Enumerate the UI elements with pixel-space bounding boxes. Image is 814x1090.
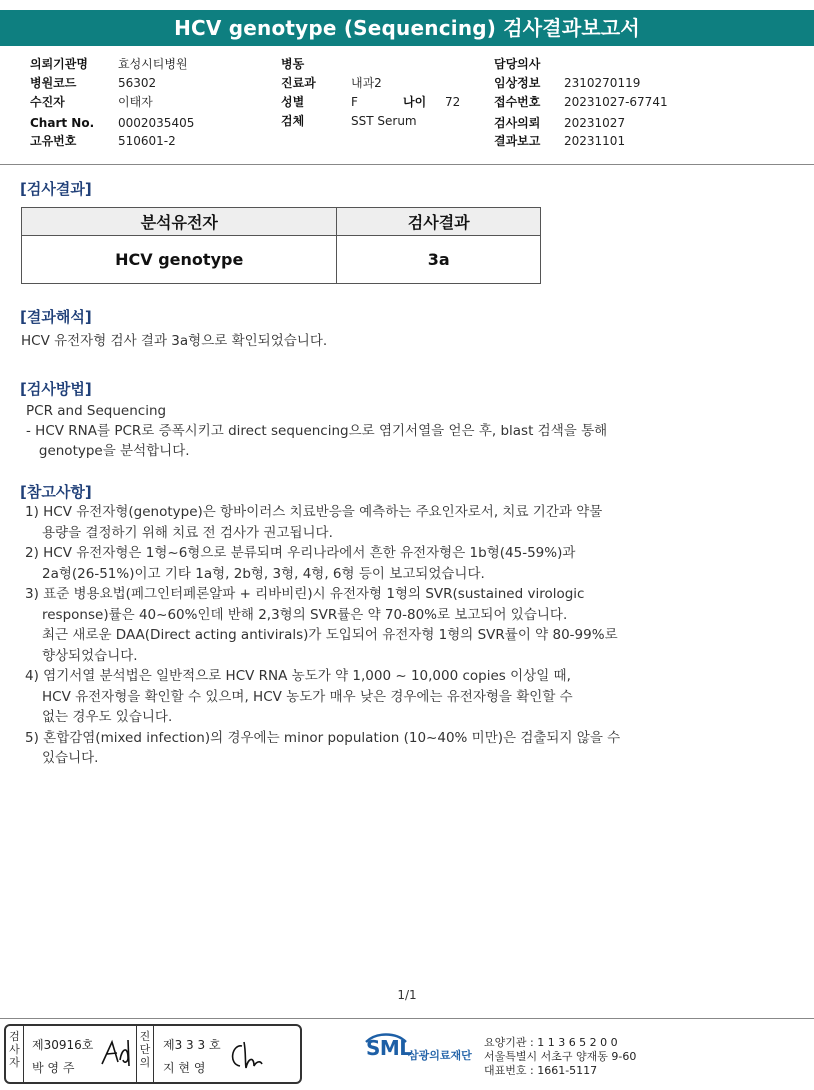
request-date-value: 20231027: [564, 116, 626, 130]
age-label: 나이: [403, 95, 427, 109]
report-date-label: 결과보고: [494, 134, 541, 148]
table-row: [22, 236, 541, 284]
reference-list: [25, 502, 620, 769]
confirmer-number: 제3 3 3 호: [163, 1038, 221, 1052]
list-item: 없는 경우도 있습니다.: [42, 709, 173, 725]
gene-column-header: 분석유전자: [22, 208, 337, 236]
receipt-no-value: 20231027-67741: [564, 95, 668, 109]
specimen-label: 검체: [281, 114, 305, 128]
list-item: 있습니다.: [42, 750, 99, 766]
list-item: 최근 새로운 DAA(Direct acting antivirals)가 도입되어 유전자형 1형의 SVR률이 약 80-99%로: [42, 627, 618, 643]
footer-divider: [0, 1018, 814, 1019]
logo-text: SML: [366, 1036, 412, 1060]
method-line-1: PCR and Sequencing: [26, 403, 167, 419]
list-item: 용량을 결정하기 위해 치료 전 검사가 권고됩니다.: [42, 524, 333, 541]
institution-label: 의뢰기관명: [30, 57, 88, 71]
report-date-value: 20231101: [564, 134, 626, 148]
list-item: 향상되었습니다.: [42, 647, 138, 664]
list-item: 2) HCV 유전자형은 1형~6형으로 분류되며 우리나라에서 흔한 유전자형은 1b형(45-59%)과: [25, 545, 576, 561]
org-name: 삼광의료재단: [408, 1049, 472, 1062]
interpretation-text: HCV 유전자형 검사 결과 3a형으로 확인되었습니다.: [21, 333, 328, 349]
list-item: 4) 염기서열 분석법은 일반적으로 HCV RNA 농도가 약 1,000 ~ 10,000 copies 이상일 때,: [25, 668, 571, 684]
unique-no-value: 510601-2: [118, 134, 176, 148]
doctor-label: 담당의사: [494, 57, 541, 71]
chart-no-value: 0002035405: [118, 116, 195, 130]
reference-section-title: [참고사항]: [20, 483, 92, 501]
method-line-3: genotype을 분석합니다.: [26, 443, 190, 459]
confirmer-signature-icon: [226, 1038, 266, 1072]
clinical-info-value: 2310270119: [564, 76, 641, 90]
confirmer-name: 지 현 영: [163, 1061, 206, 1075]
list-item: HCV 유전자형을 확인할 수 있으며, HCV 농도가 매우 낮은 경우에는 유전자형을 확인할 수: [42, 688, 573, 705]
clinical-info-label: 임상정보: [494, 76, 541, 90]
result-column-header: 검사결과: [337, 208, 541, 236]
confirmer-label: 진단의: [136, 1026, 154, 1082]
report-title: HCV genotype (Sequencing) 검사결과보고서: [0, 10, 814, 46]
method-section-title: [검사방법]: [20, 380, 92, 398]
list-item: 3) 표준 병용요법(페그인터페론알파 + 리바비린)시 유전자형 1형의 SVR(sustained virologic: [25, 586, 585, 602]
specimen-value: SST Serum: [351, 114, 417, 128]
request-date-label: 검사의뢰: [494, 116, 541, 130]
header-col1: [30, 56, 250, 152]
org-info-line: 요양기관 : 1 1 3 6 5 2 0 0: [484, 1036, 618, 1049]
tester-label: 검사자: [6, 1026, 24, 1082]
org-info-line: 서울특별시 서초구 양재동 9-60: [484, 1050, 637, 1063]
list-item: 1) HCV 유전자형(genotype)은 항바이러스 치료반응을 예측하는 주요인자로서, 치료 기간과 약물: [25, 504, 603, 520]
result-section-title: [검사결과]: [20, 180, 92, 198]
interpretation-section-title: [결과해석]: [20, 308, 92, 326]
page-number: 1/1: [397, 988, 417, 1002]
gene-cell: HCV genotype: [22, 236, 337, 284]
header-col3: [494, 56, 694, 152]
list-item: 5) 혼합감염(mixed infection)의 경우에는 minor population (10~40% 미만)은 검출되지 않을 수: [25, 729, 621, 746]
header-col2: [281, 56, 481, 152]
hospital-code-value: 56302: [118, 76, 157, 90]
unique-no-label: 고유번호: [30, 134, 77, 148]
list-item: 2a형(26-51%)이고 기타 1a형, 2b형, 3형, 4형, 6형 등이 보고되었습니다.: [42, 565, 485, 582]
age-value: 72: [445, 95, 461, 109]
signature-box: [4, 1024, 302, 1084]
tester-name: 박 영 주: [32, 1061, 75, 1075]
org-info-line: 대표번호 : 1661-5117: [484, 1064, 598, 1077]
result-table: [21, 207, 541, 284]
ward-label: 병동: [281, 57, 305, 71]
patient-label: 수진자: [30, 95, 65, 109]
result-cell: 3a: [337, 236, 541, 284]
tester-number: 제30916호: [32, 1038, 94, 1052]
result-table-header: [22, 208, 541, 236]
sex-label: 성별: [281, 95, 305, 109]
dept-value: 내과2: [351, 76, 382, 90]
institution-value: 효성시티병원: [118, 57, 188, 71]
list-item: response)률은 40~60%인데 반해 2,3형의 SVR률은 약 70-80%로 보고되어 있습니다.: [42, 606, 568, 623]
sex-value: F: [351, 95, 358, 109]
patient-value: 이태자: [118, 95, 153, 109]
dept-label: 진료과: [281, 76, 316, 90]
method-line-2: - HCV RNA를 PCR로 증폭시키고 direct sequencing으로 염기서열을 얻은 후, blast 검색을 통해: [26, 423, 608, 439]
tester-signature-icon: [98, 1036, 134, 1070]
receipt-no-label: 접수번호: [494, 95, 541, 109]
hospital-code-label: 병원코드: [30, 76, 77, 90]
header-divider: [0, 164, 814, 165]
chart-no-label: Chart No.: [30, 116, 95, 130]
